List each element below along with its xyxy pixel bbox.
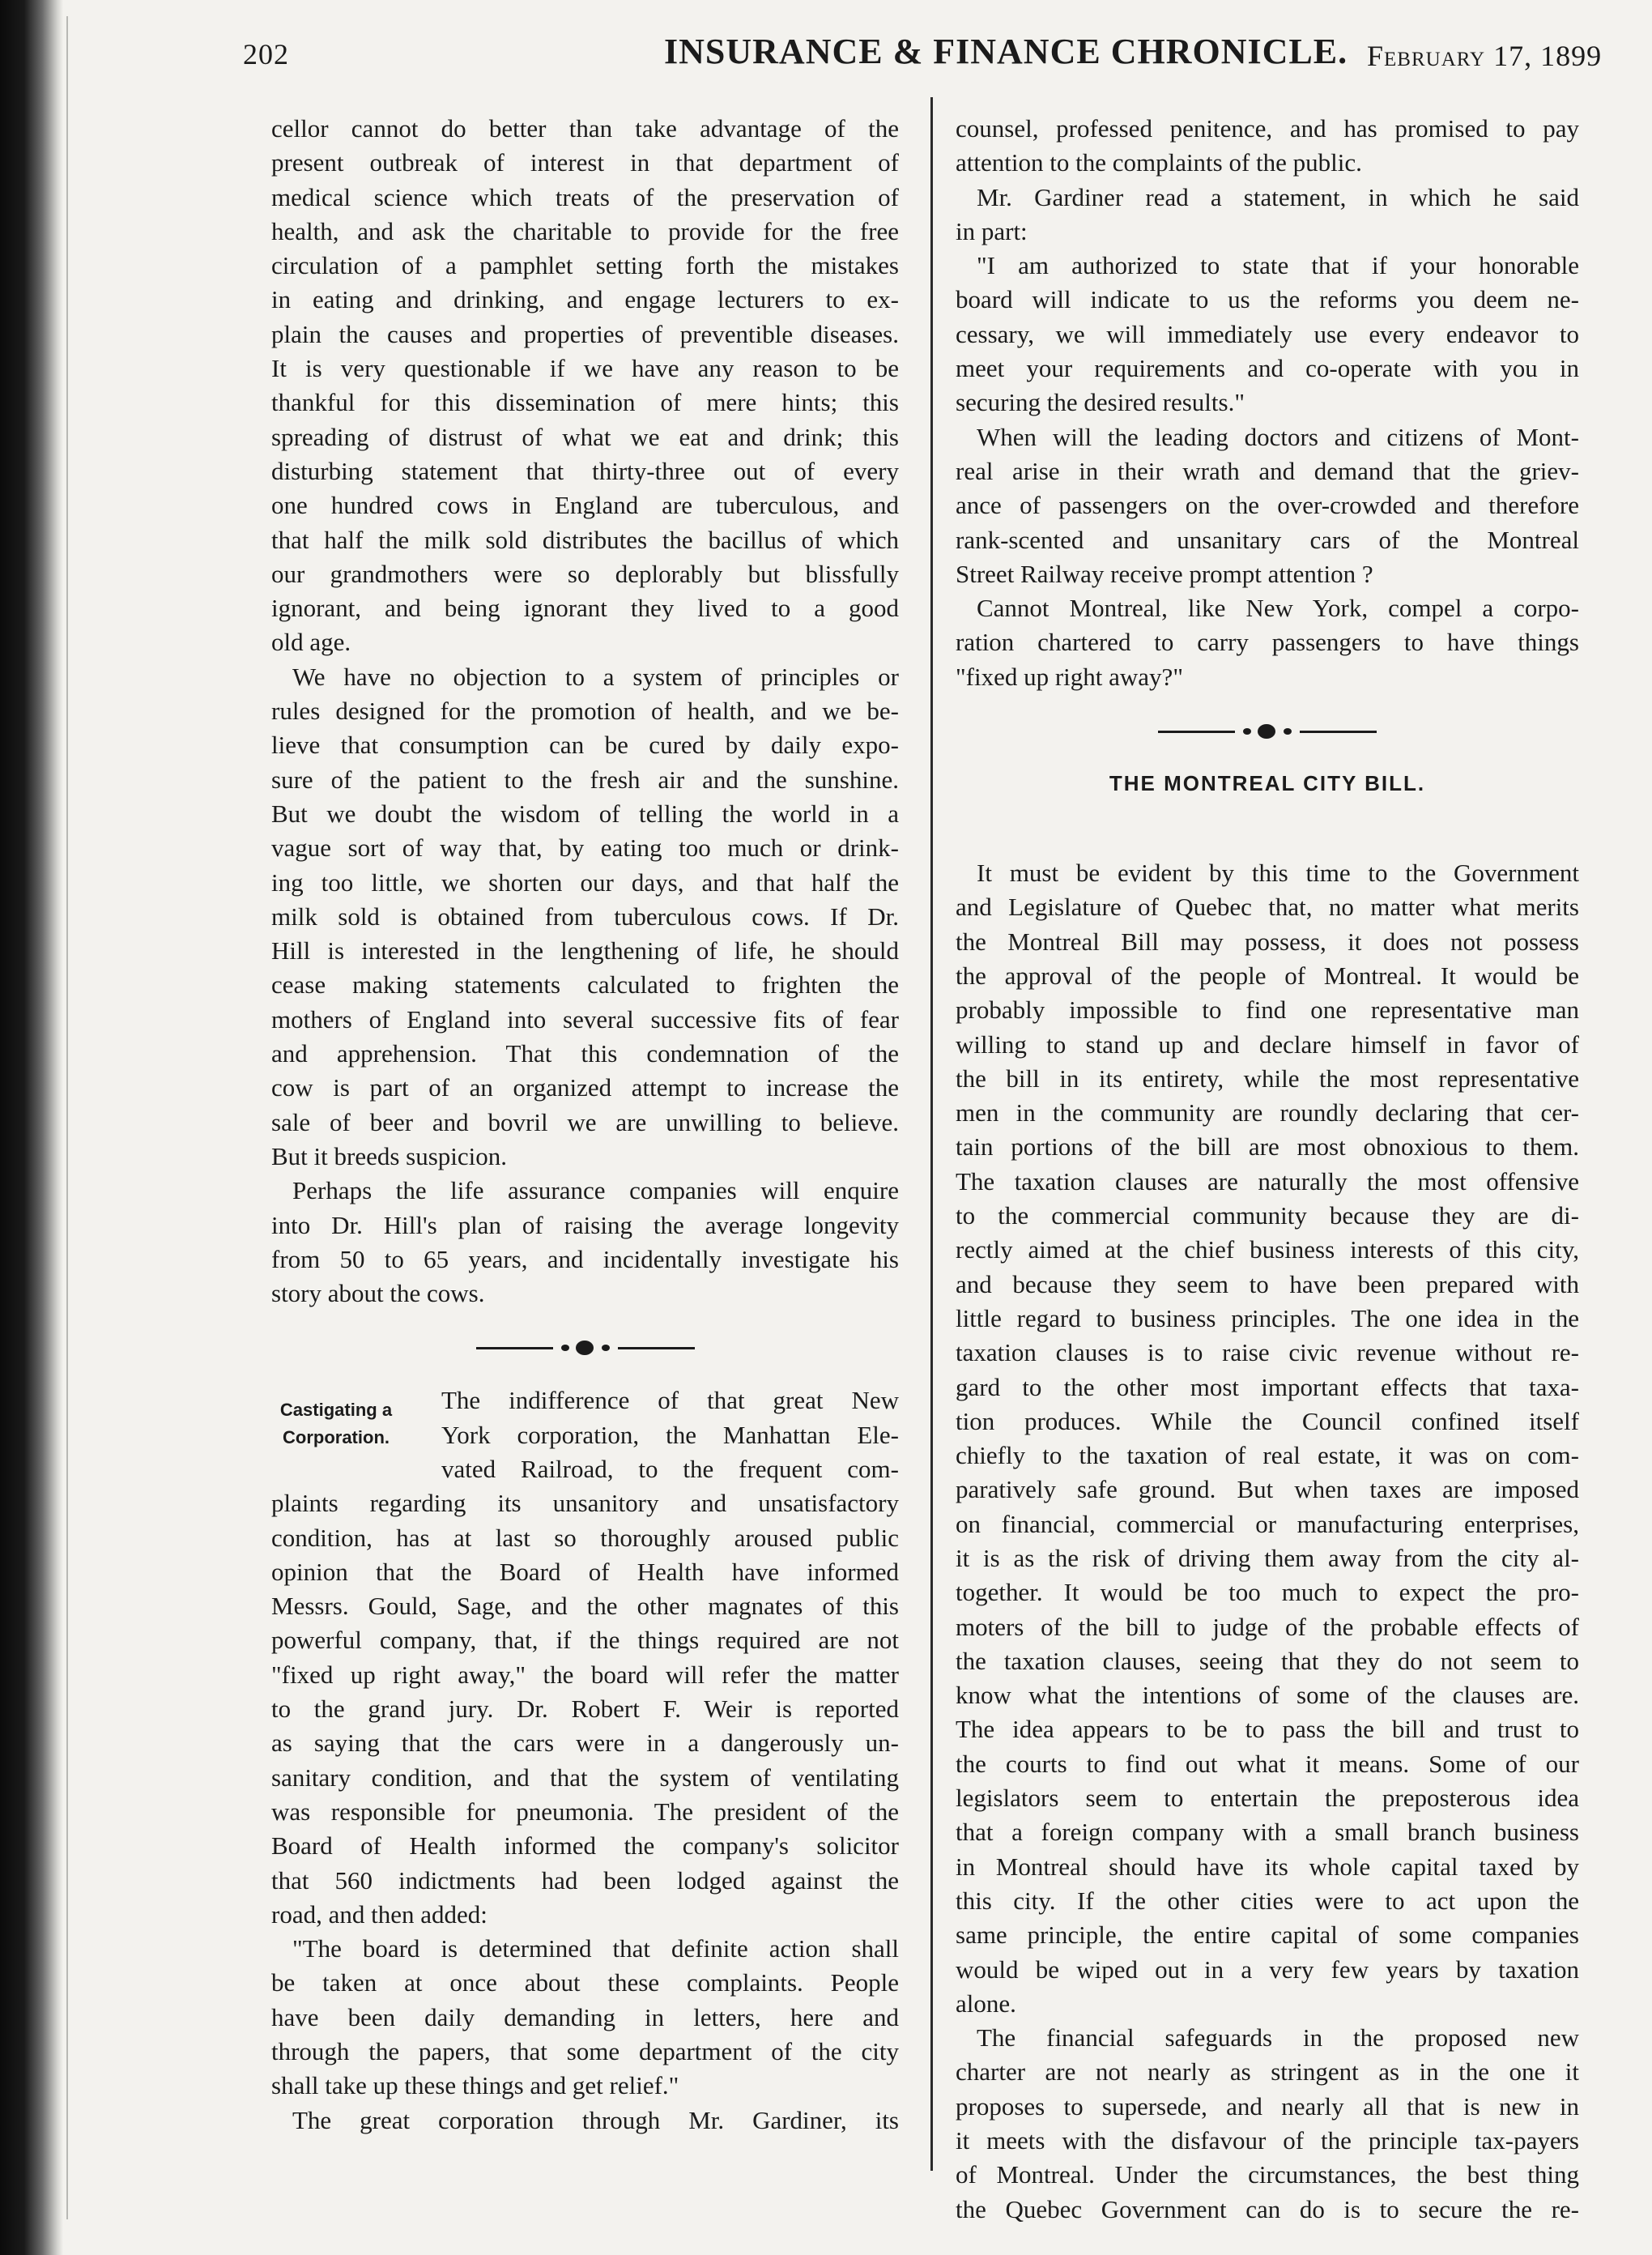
text-line: milk sold is obtained from tuberculous cows. If Dr. (271, 902, 899, 931)
section-heading: THE MONTREAL CITY BILL. (1109, 771, 1426, 796)
text-line: would be wiped out in a very few years by taxation (956, 1954, 1579, 1984)
right-column (956, 112, 1579, 2227)
text-line: The idea appears to be to pass the bill and trust to (956, 1715, 1579, 1744)
text-line: gard to the other most important effects that taxa- (956, 1372, 1579, 1401)
text-line: shall take up these things and get relief." (271, 2071, 679, 2100)
section-ornament (956, 694, 1579, 767)
ornament-rule-icon (476, 1343, 695, 1353)
text-line: tion produces. While the Council confined itself (956, 1406, 1579, 1435)
text-line: sanitary condition, and that the system of ventilating (271, 1763, 899, 1792)
running-header (0, 31, 1652, 79)
publication-title: INSURANCE & FINANCE CHRONICLE. (664, 32, 1348, 71)
paragraph (956, 591, 1579, 694)
text-line: the Quebec Government can do is to secure the re- (956, 2194, 1579, 2223)
text-line: real arise in their wrath and demand that the griev- (956, 456, 1579, 485)
text-line: that half the milk sold distributes the bacillus of which (271, 525, 899, 554)
paragraph (956, 181, 1579, 249)
text-line: same principle, the entire capital of some companies (956, 1920, 1579, 1950)
text-line: in eating and drinking, and engage lecturers to ex- (271, 285, 899, 314)
text-line: rank-scented and unsanitary cars of the Montreal (956, 525, 1579, 554)
text-line: cow is part of an organized attempt to increase the (271, 1073, 899, 1102)
paragraph (271, 112, 899, 660)
text-line: on financial, commercial or manufacturing enterprises, (956, 1509, 1579, 1538)
text-line: board will indicate to us the reforms you deem ne- (956, 285, 1579, 314)
column-divider (930, 97, 933, 2171)
text-line: The great corporation through Mr. Gardiner, its (292, 2105, 899, 2134)
text-line: through the papers, that some department of the city (271, 2037, 899, 2066)
text-line: The indifference of that great New (441, 1386, 899, 1415)
paragraph (956, 112, 1579, 181)
text-line: ignorant, and being ignorant they lived to a good (271, 594, 899, 623)
text-line: to the commercial community because they are di- (956, 1201, 1579, 1230)
text-line: old age. (271, 628, 351, 657)
text-line: Cannot Montreal, like New York, compel a corpo- (977, 594, 1579, 623)
text-line: Mr. Gardiner read a statement, in which he said (977, 182, 1579, 211)
text-line: and because they seem to have been prepared with (956, 1269, 1579, 1298)
text-line: and Legislature of Quebec that, no matter what merits (956, 893, 1579, 922)
text-line: disturbing statement that thirty-three out of every (271, 456, 899, 485)
paragraph (271, 1932, 899, 2103)
text-line: be taken at once about these complaints. People (271, 1968, 899, 1997)
text-line: York corporation, the Manhattan Ele- (441, 1420, 899, 1449)
text-line: it meets with the disfavour of the principle tax-payers (956, 2126, 1579, 2155)
text-line: cessary, we will immediately use every endeavor to (956, 319, 1579, 348)
text-line: securing the desired results." (956, 388, 1245, 417)
text-line: from 50 to 65 years, and incidentally investigate his (271, 1244, 899, 1273)
text-line: present outbreak of interest in that department of (271, 148, 899, 177)
text-line: spreading of distrust of what we eat and drink; this (271, 422, 899, 451)
text-line: legislators seem to entertain the preposterous idea (956, 1784, 1579, 1813)
text-line: it is as the risk of driving them away from the city al- (956, 1543, 1579, 1572)
text-line: the courts to find out what it means. Some of our (956, 1749, 1579, 1778)
text-line: health, and ask the charitable to provide for the free (271, 216, 899, 245)
text-line: plaints regarding its unsanitory and unsatisfactory (271, 1489, 899, 1518)
text-line: men in the community are roundly declaring that cer- (956, 1098, 1579, 1128)
text-line: plain the causes and properties of preventible diseases. (271, 319, 899, 348)
text-line: chiefly to the taxation of real estate, it was on com- (956, 1441, 1579, 1470)
text-line: The financial safeguards in the proposed new (977, 2023, 1579, 2053)
text-line: our grandmothers were so deplorably but blissfully (271, 559, 899, 588)
text-line: meet your requirements and co-operate with you in (956, 354, 1579, 383)
text-line: But we doubt the wisdom of telling the world in a (271, 799, 899, 828)
text-line: rules designed for the promotion of health, and we be- (271, 697, 899, 726)
text-line: and apprehension. That this condemnation of the (271, 1039, 899, 1068)
text-line: powerful company, that, if the things required are not (271, 1626, 899, 1655)
text-line: cease making statements calculated to frighten the (271, 970, 899, 1000)
text-line: ration chartered to carry passengers to have things (956, 628, 1579, 657)
page-border-line (66, 16, 68, 2219)
paragraph (271, 1174, 899, 1311)
text-line: as saying that the cars were in a dangerously un- (271, 1729, 899, 1758)
paragraph (271, 2104, 899, 2138)
text-line: together. It would be too much to expect the pro- (956, 1578, 1579, 1607)
text-line: the taxation clauses, seeing that they do not seem to (956, 1646, 1579, 1675)
paragraph (956, 2021, 1579, 2227)
text-line: "fixed up right away?" (956, 662, 1183, 691)
text-line: We have no objection to a system of principles or (292, 662, 899, 691)
text-line: lieve that consumption can be cured by daily expo- (271, 731, 899, 760)
text-line: thankful for this dissemination of mere hints; this (271, 388, 899, 417)
text-line: was responsible for pneumonia. The president of the (271, 1797, 899, 1826)
paragraph (956, 420, 1579, 591)
paragraph (956, 856, 1579, 2021)
text-line: paratively safe ground. But when taxes are imposed (956, 1475, 1579, 1504)
text-line: Street Railway receive prompt attention ? (956, 559, 1373, 588)
heading-spacer (956, 816, 1579, 856)
text-line: "I am authorized to state that if your honorable (977, 251, 1579, 280)
text-line: little regard to business principles. The one idea in the (956, 1303, 1579, 1332)
text-line: have been daily demanding in letters, here and (271, 2002, 899, 2031)
text-line: willing to stand up and declare himself in favor of (956, 1029, 1579, 1059)
text-line: medical science which treats of the preservation of (271, 182, 899, 211)
paragraph (271, 660, 899, 1174)
text-line: cellor cannot do better than take advantage of the (271, 114, 899, 143)
text-line: The taxation clauses are naturally the most offensive (956, 1166, 1579, 1196)
text-line: road, and then added: (271, 1899, 488, 1929)
text-line: sale of beer and bovril we are unwilling to believe. (271, 1107, 899, 1136)
text-line: charter are not nearly as stringent as in the one it (956, 2057, 1579, 2087)
text-line: Hill is interested in the lengthening of life, he should (271, 936, 899, 966)
text-line: this city. If the other cities were to act upon the (956, 1886, 1579, 1915)
text-line: proposes to supersede, and nearly all that is new in (956, 2091, 1579, 2121)
text-line: counsel, professed penitence, and has promised to pay (956, 114, 1579, 143)
text-line: Board of Health informed the company's solicitor (271, 1831, 899, 1861)
text-line: taxation clauses is to raise civic revenue without re- (956, 1338, 1579, 1367)
text-line: the Montreal Bill may possess, it does not possess (956, 927, 1579, 956)
left-column (271, 112, 899, 2138)
text-line: the approval of the people of Montreal. It would be (956, 961, 1579, 990)
text-line: It is very questionable if we have any reason to be (271, 354, 899, 383)
paragraph (271, 1486, 899, 1932)
text-line: vated Railroad, to the frequent com- (441, 1454, 899, 1483)
text-line: probably impossible to find one representative man (956, 995, 1579, 1025)
text-line: sure of the patient to the fresh air and the sunshine. (271, 765, 899, 794)
text-line: vague sort of way that, by eating too much or drink- (271, 833, 899, 863)
text-line: attention to the complaints of the public. (956, 148, 1362, 177)
text-line: of Montreal. Under the circumstances, the best thing (956, 2160, 1579, 2189)
text-line: into Dr. Hill's plan of raising the average longevity (271, 1210, 899, 1239)
text-line: moters of the bill to judge of the probable effects of (956, 1612, 1579, 1641)
text-line: tain portions of the bill are most obnoxious to them. (956, 1132, 1579, 1162)
ornament-rule-icon (1158, 727, 1377, 736)
text-line: alone. (956, 1989, 1016, 2018)
text-line: But it breeds suspicion. (271, 1141, 508, 1170)
text-line: story about the cows. (271, 1279, 485, 1308)
paragraph (956, 249, 1579, 420)
text-line: ance of passengers on the over-crowded and therefore (956, 491, 1579, 520)
text-line: in part: (956, 216, 1028, 245)
text-line: know what the intentions of some of the clauses are. (956, 1681, 1579, 1710)
text-line: Perhaps the life assurance companies will enquire (292, 1176, 899, 1205)
issue-date: February 17, 1899 (1367, 40, 1603, 72)
text-line: in Montreal should have its whole capital taxed by (956, 1852, 1579, 1881)
text-line: that a foreign company with a small branch business (956, 1818, 1579, 1847)
text-line: to the grand jury. Dr. Robert F. Weir is reported (271, 1694, 899, 1724)
section-ornament (271, 1311, 899, 1383)
text-line: mothers of England into several successive fits of fear (271, 1004, 899, 1034)
text-line: circulation of a pamphlet setting forth the mistakes (271, 251, 899, 280)
text-line: that 560 indictments had been lodged against the (271, 1865, 899, 1895)
text-line: one hundred cows in England are tuberculous, and (271, 491, 899, 520)
text-line: the bill in its entirety, while the most representative (956, 1064, 1579, 1093)
text-line: rectly aimed at the chief business interests of this city, (956, 1235, 1579, 1264)
text-line: condition, has at last so thoroughly aroused public (271, 1523, 899, 1552)
page-number: 202 (243, 38, 289, 70)
text-line: "The board is determined that definite action shall (292, 1934, 899, 1963)
side-heading: Castigating a Corporation. (279, 1400, 393, 1448)
castigating-article (271, 1383, 899, 1932)
text-line: opinion that the Board of Health have informed (271, 1557, 899, 1586)
text-line: When will the leading doctors and citizens of Mont- (977, 422, 1579, 451)
text-line: It must be evident by this time to the Government (977, 859, 1579, 888)
text-line: Messrs. Gould, Sage, and the other magnates of this (271, 1592, 899, 1621)
text-line: ing too little, we shorten our days, and that half the (271, 867, 899, 897)
text-line: "fixed up right away," the board will refer the matter (271, 1660, 899, 1689)
scan-binding-edge (0, 0, 63, 2255)
